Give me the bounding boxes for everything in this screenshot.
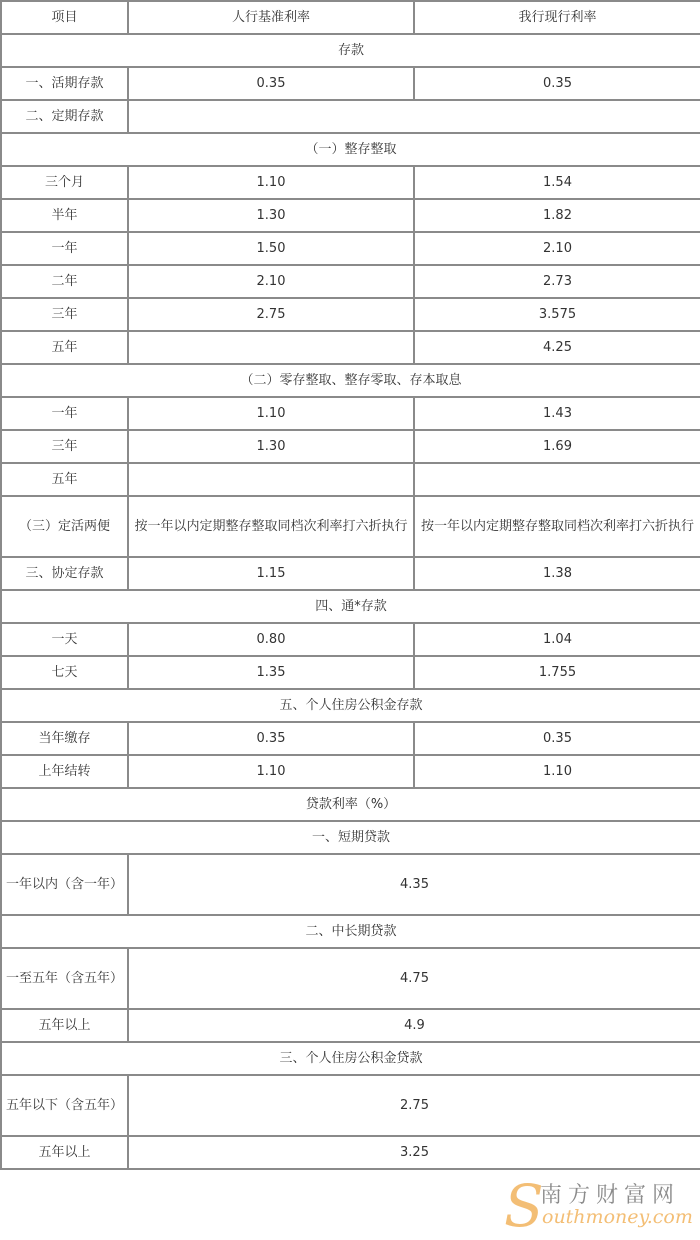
section-title: 五、个人住房公积金存款 bbox=[1, 689, 700, 722]
pboc-rate: 2.75 bbox=[128, 298, 414, 331]
section-title: （一）整存整取 bbox=[1, 133, 700, 166]
table-row bbox=[1, 557, 700, 590]
rate-value: 3.25 bbox=[128, 1136, 700, 1169]
item-label: 上年结转 bbox=[1, 755, 128, 788]
section-title: 二、中长期贷款 bbox=[1, 915, 700, 948]
pboc-rate: 1.10 bbox=[128, 755, 414, 788]
item-label: 一、活期存款 bbox=[1, 67, 128, 100]
item-label: 二、定期存款 bbox=[1, 100, 128, 133]
header-bank-rate: 我行现行利率 bbox=[414, 1, 700, 34]
pboc-rate: 0.35 bbox=[128, 722, 414, 755]
item-label: 五年 bbox=[1, 463, 128, 496]
section-header-row bbox=[1, 133, 700, 166]
table-row bbox=[1, 166, 700, 199]
table-header-row bbox=[1, 1, 700, 34]
bank-rate: 0.35 bbox=[414, 67, 700, 100]
table-row bbox=[1, 199, 700, 232]
section-title: （二）零存整取、整存零取、存本取息 bbox=[1, 364, 700, 397]
bank-rate: 0.35 bbox=[414, 722, 700, 755]
pboc-rate: 0.35 bbox=[128, 67, 414, 100]
rate-value: 4.9 bbox=[128, 1009, 700, 1042]
table-row bbox=[1, 265, 700, 298]
item-label: 三个月 bbox=[1, 166, 128, 199]
table-row bbox=[1, 496, 700, 557]
pboc-rate: 1.35 bbox=[128, 656, 414, 689]
table-row bbox=[1, 722, 700, 755]
watermark-cn: 南方财富网 bbox=[540, 1183, 681, 1208]
pboc-rate: 2.10 bbox=[128, 265, 414, 298]
bank-rate: 1.69 bbox=[414, 430, 700, 463]
pboc-rate: 1.15 bbox=[128, 557, 414, 590]
item-label: 一天 bbox=[1, 623, 128, 656]
table-row bbox=[1, 623, 700, 656]
item-label: 一年 bbox=[1, 397, 128, 430]
table-row bbox=[1, 397, 700, 430]
pboc-rate bbox=[128, 331, 414, 364]
pboc-rate: 1.10 bbox=[128, 397, 414, 430]
pboc-rate: 1.10 bbox=[128, 166, 414, 199]
section-header-row bbox=[1, 915, 700, 948]
bank-rate: 1.38 bbox=[414, 557, 700, 590]
item-label: 五年以上 bbox=[1, 1009, 128, 1042]
pboc-rate: 1.50 bbox=[128, 232, 414, 265]
section-header-row bbox=[1, 590, 700, 623]
table-row bbox=[1, 232, 700, 265]
pboc-rate: 1.30 bbox=[128, 199, 414, 232]
item-label: 三年 bbox=[1, 298, 128, 331]
table-row bbox=[1, 755, 700, 788]
bank-rate: 1.54 bbox=[414, 166, 700, 199]
section-title: 三、个人住房公积金贷款 bbox=[1, 1042, 700, 1075]
section-header-row bbox=[1, 689, 700, 722]
table-row bbox=[1, 331, 700, 364]
table-row bbox=[1, 656, 700, 689]
section-header-row bbox=[1, 1042, 700, 1075]
table-row bbox=[1, 854, 700, 915]
pboc-rate: 0.80 bbox=[128, 623, 414, 656]
southmoney-watermark-logo bbox=[504, 1172, 694, 1240]
item-label: 三年 bbox=[1, 430, 128, 463]
section-header-row bbox=[1, 788, 700, 821]
item-label: 一年 bbox=[1, 232, 128, 265]
section-header-row bbox=[1, 34, 700, 67]
bank-rate: 1.755 bbox=[414, 656, 700, 689]
bank-rate: 3.575 bbox=[414, 298, 700, 331]
rate-value bbox=[128, 100, 700, 133]
bank-rate: 1.43 bbox=[414, 397, 700, 430]
item-label: 五年以下（含五年） bbox=[1, 1075, 128, 1136]
item-label: 五年 bbox=[1, 331, 128, 364]
item-label: 三、协定存款 bbox=[1, 557, 128, 590]
pboc-rate: 1.30 bbox=[128, 430, 414, 463]
bank-rate bbox=[414, 463, 700, 496]
section-header-row bbox=[1, 821, 700, 854]
item-label: 当年缴存 bbox=[1, 722, 128, 755]
watermark-en: outhmoney.com bbox=[542, 1206, 693, 1228]
table-row bbox=[1, 298, 700, 331]
header-pboc-rate: 人行基准利率 bbox=[128, 1, 414, 34]
item-label: （三）定活两便 bbox=[1, 496, 128, 557]
table-row bbox=[1, 463, 700, 496]
item-label: 一至五年（含五年） bbox=[1, 948, 128, 1009]
pboc-rate bbox=[128, 463, 414, 496]
rate-value: 4.75 bbox=[128, 948, 700, 1009]
table-row bbox=[1, 100, 700, 133]
table-row bbox=[1, 1075, 700, 1136]
section-title: 贷款利率（%） bbox=[1, 788, 700, 821]
item-label: 半年 bbox=[1, 199, 128, 232]
item-label: 七天 bbox=[1, 656, 128, 689]
item-label: 二年 bbox=[1, 265, 128, 298]
table-row bbox=[1, 948, 700, 1009]
header-item: 项目 bbox=[1, 1, 128, 34]
bank-rate: 1.04 bbox=[414, 623, 700, 656]
bank-rate: 按一年以内定期整存整取同档次利率打六折执行 bbox=[414, 496, 700, 557]
section-title: 一、短期贷款 bbox=[1, 821, 700, 854]
bank-rate: 1.82 bbox=[414, 199, 700, 232]
item-label: 五年以上 bbox=[1, 1136, 128, 1169]
table-row bbox=[1, 430, 700, 463]
bank-rate: 2.73 bbox=[414, 265, 700, 298]
table-row bbox=[1, 1136, 700, 1169]
bank-rate: 2.10 bbox=[414, 232, 700, 265]
item-label: 一年以内（含一年） bbox=[1, 854, 128, 915]
bank-rate: 4.25 bbox=[414, 331, 700, 364]
section-header-row bbox=[1, 364, 700, 397]
table-row bbox=[1, 1009, 700, 1042]
section-title: 四、通*存款 bbox=[1, 590, 700, 623]
rate-value: 4.35 bbox=[128, 854, 700, 915]
watermark-s: S bbox=[504, 1172, 544, 1240]
pboc-rate: 按一年以内定期整存整取同档次利率打六折执行 bbox=[128, 496, 414, 557]
section-title: 存款 bbox=[1, 34, 700, 67]
rate-value: 2.75 bbox=[128, 1075, 700, 1136]
table-row bbox=[1, 67, 700, 100]
bank-rate: 1.10 bbox=[414, 755, 700, 788]
